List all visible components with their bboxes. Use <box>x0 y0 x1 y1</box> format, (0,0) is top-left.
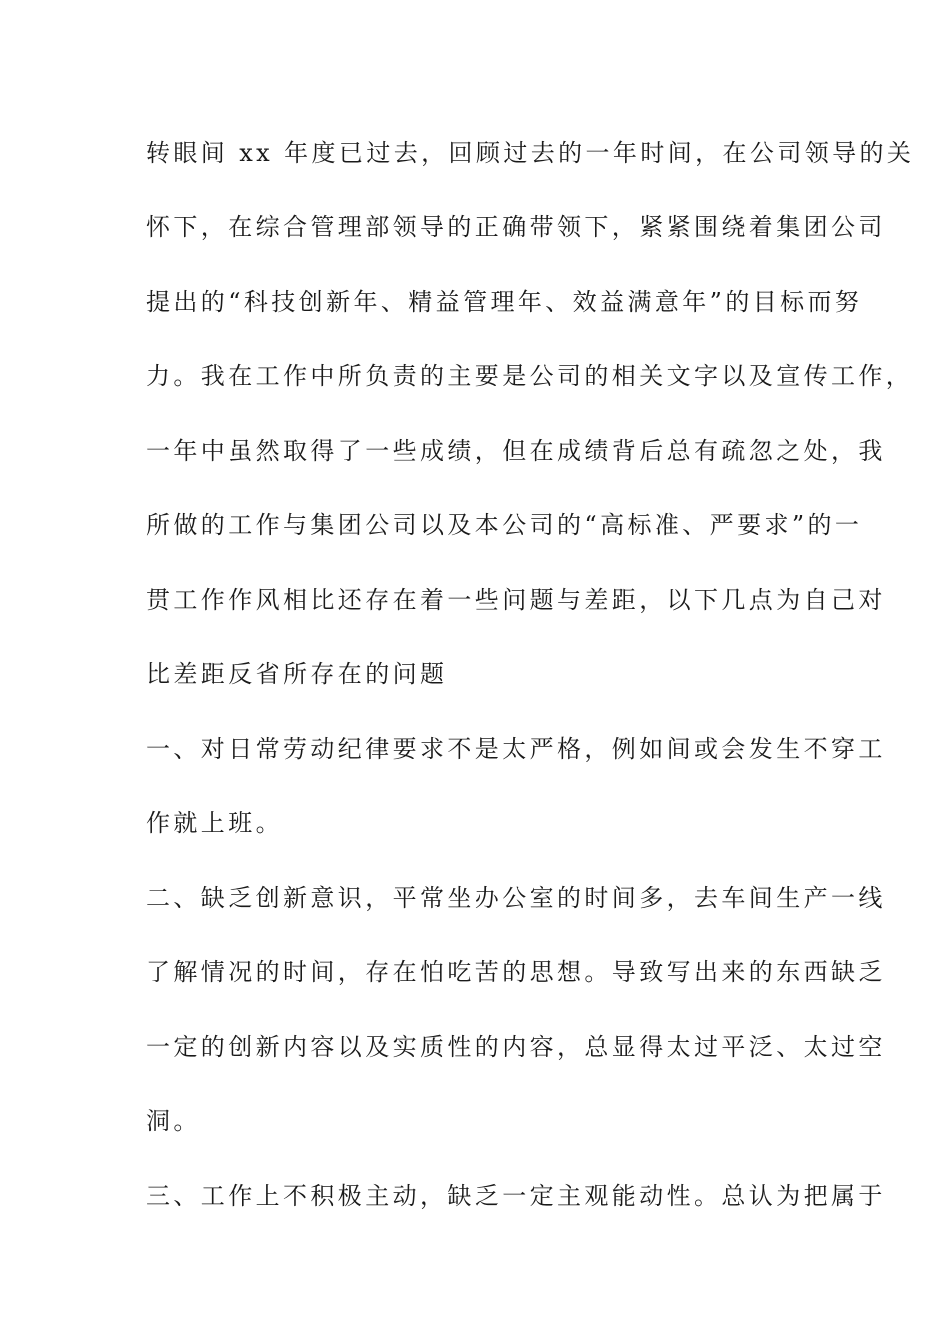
text-line-7: 贯工作作风相比还存在着一些问题与差距，以下几点为自己对 <box>146 586 886 614</box>
text-line-2: 怀下，在综合管理部领导的正确带领下，紧紧围绕着集团公司 <box>146 213 886 241</box>
text-line-4: 力。我在工作中所负责的主要是公司的相关文字以及宣传工作， <box>146 362 914 390</box>
text-line-11: 二、缺乏创新意识，平常坐办公室的时间多，去车间生产一线 <box>146 884 886 912</box>
text-line-14: 洞。 <box>146 1107 201 1135</box>
text-line-15: 三、工作上不积极主动，缺乏一定主观能动性。总认为把属于 <box>146 1182 886 1210</box>
text-line-6: 所做的工作与集团公司以及本公司的“高标准、严要求”的一 <box>146 511 863 539</box>
text-line-9: 一、对日常劳动纪律要求不是太严格，例如间或会发生不穿工 <box>146 735 886 763</box>
text-line-5: 一年中虽然取得了一些成绩，但在成绩背后总有疏忽之处，我 <box>146 437 886 465</box>
text-line-1: 转眼间 xx 年度已过去，回顾过去的一年时间，在公司领导的关 <box>146 139 915 167</box>
text-line-10: 作就上班。 <box>146 809 283 837</box>
text-line-12: 了解情况的时间，存在怕吃苦的思想。导致写出来的东西缺乏 <box>146 958 886 986</box>
text-line-8: 比差距反省所存在的问题 <box>146 660 448 688</box>
text-line-13: 一定的创新内容以及实质性的内容，总显得太过平泛、太过空 <box>146 1033 886 1061</box>
text-line-3: 提出的“科技创新年、精益管理年、效益满意年”的目标而努 <box>146 288 863 316</box>
